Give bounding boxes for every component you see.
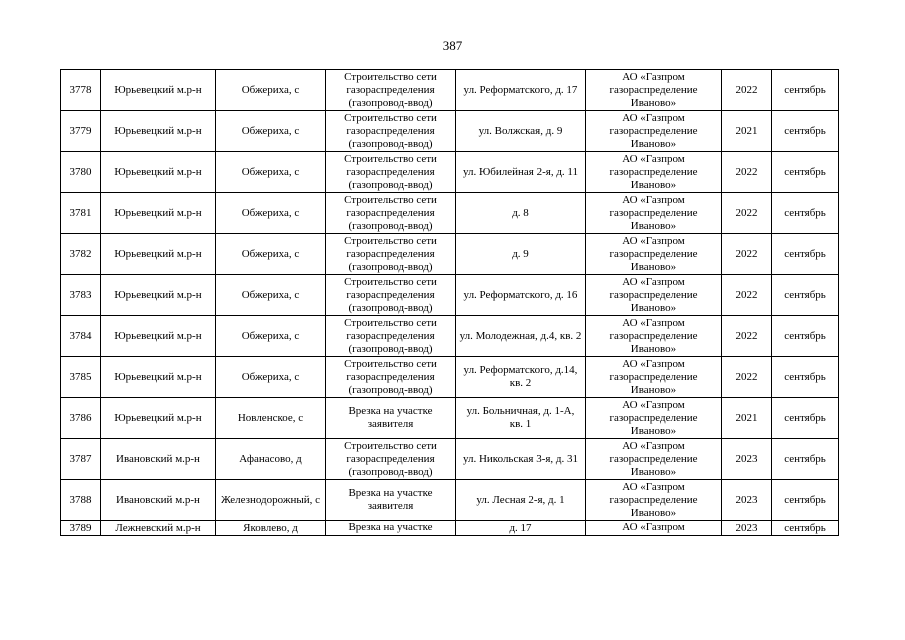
company: АО «Газпром газораспределение Иваново» [586,275,722,316]
year: 2022 [722,193,772,234]
settlement: Обжериха, с [216,111,326,152]
district: Ивановский м.р-н [101,439,216,480]
company: АО «Газпром газораспределение Иваново» [586,70,722,111]
month: сентябрь [772,357,839,398]
district: Юрьевецкий м.р-н [101,357,216,398]
company: АО «Газпром газораспределение Иваново» [586,357,722,398]
year: 2022 [722,357,772,398]
settlement: Новленское, с [216,398,326,439]
row-number: 3788 [61,480,101,521]
company: АО «Газпром газораспределение Иваново» [586,111,722,152]
district: Юрьевецкий м.р-н [101,111,216,152]
address: ул. Лесная 2-я, д. 1 [456,480,586,521]
table-row [61,275,839,316]
company: АО «Газпром газораспределение Иваново» [586,152,722,193]
address: ул. Волжская, д. 9 [456,111,586,152]
month: сентябрь [772,398,839,439]
year: 2023 [722,439,772,480]
work-type: Строительство сети газораспределения (газопровод-ввод) [326,357,456,398]
work-type: Врезка на участке [326,521,456,536]
year: 2023 [722,480,772,521]
settlement: Афанасово, д [216,439,326,480]
table-row [61,521,839,536]
month: сентябрь [772,316,839,357]
company: АО «Газпром газораспределение Иваново» [586,316,722,357]
work-type: Строительство сети газораспределения (газопровод-ввод) [326,439,456,480]
month: сентябрь [772,521,839,536]
settlement: Обжериха, с [216,152,326,193]
year: 2021 [722,398,772,439]
address: д. 9 [456,234,586,275]
address: д. 8 [456,193,586,234]
work-type: Врезка на участке заявителя [326,398,456,439]
year: 2022 [722,152,772,193]
district: Юрьевецкий м.р-н [101,152,216,193]
table-row [61,111,839,152]
address: д. 17 [456,521,586,536]
settlement: Железнодорожный, с [216,480,326,521]
month: сентябрь [772,193,839,234]
page-number: 387 [442,38,463,53]
month: сентябрь [772,111,839,152]
district: Юрьевецкий м.р-н [101,316,216,357]
district: Юрьевецкий м.р-н [101,275,216,316]
row-number: 3789 [61,521,101,536]
table-row [61,357,839,398]
settlement: Яковлево, д [216,521,326,536]
row-number: 3780 [61,152,101,193]
month: сентябрь [772,234,839,275]
address: ул. Юбилейная 2-я, д. 11 [456,152,586,193]
table-row [61,234,839,275]
row-number: 3781 [61,193,101,234]
table-row [61,70,839,111]
row-number: 3783 [61,275,101,316]
work-type: Строительство сети газораспределения (газопровод-ввод) [326,234,456,275]
table-row [61,439,839,480]
district: Лежневский м.р-н [101,521,216,536]
table-row [61,193,839,234]
row-number: 3784 [61,316,101,357]
settlement: Обжериха, с [216,234,326,275]
row-number: 3779 [61,111,101,152]
row-number: 3786 [61,398,101,439]
work-type: Врезка на участке заявителя [326,480,456,521]
work-type: Строительство сети газораспределения (газопровод-ввод) [326,70,456,111]
year: 2022 [722,316,772,357]
district: Юрьевецкий м.р-н [101,234,216,275]
year: 2022 [722,234,772,275]
company: АО «Газпром газораспределение Иваново» [586,480,722,521]
settlement: Обжериха, с [216,193,326,234]
address: ул. Реформатского, д.14, кв. 2 [456,357,586,398]
settlement: Обжериха, с [216,357,326,398]
year: 2021 [722,111,772,152]
district: Юрьевецкий м.р-н [101,193,216,234]
settlement: Обжериха, с [216,316,326,357]
row-number: 3778 [61,70,101,111]
row-number: 3787 [61,439,101,480]
address: ул. Реформатского, д. 17 [456,70,586,111]
work-type: Строительство сети газораспределения (газопровод-ввод) [326,111,456,152]
district: Юрьевецкий м.р-н [101,398,216,439]
work-type: Строительство сети газораспределения (газопровод-ввод) [326,275,456,316]
company: АО «Газпром [586,521,722,536]
month: сентябрь [772,70,839,111]
work-type: Строительство сети газораспределения (газопровод-ввод) [326,152,456,193]
work-type: Строительство сети газораспределения (газопровод-ввод) [326,193,456,234]
company: АО «Газпром газораспределение Иваново» [586,193,722,234]
settlement: Обжериха, с [216,275,326,316]
table-row [61,152,839,193]
district: Юрьевецкий м.р-н [101,70,216,111]
month: сентябрь [772,275,839,316]
table-row [61,316,839,357]
month: сентябрь [772,439,839,480]
table-row [61,398,839,439]
company: АО «Газпром газораспределение Иваново» [586,398,722,439]
address: ул. Молодежная, д.4, кв. 2 [456,316,586,357]
gasification-table [60,69,839,536]
address: ул. Никольская 3-я, д. 31 [456,439,586,480]
address: ул. Больничная, д. 1-А, кв. 1 [456,398,586,439]
company: АО «Газпром газораспределение Иваново» [586,234,722,275]
year: 2023 [722,521,772,536]
work-type: Строительство сети газораспределения (газопровод-ввод) [326,316,456,357]
year: 2022 [722,70,772,111]
month: сентябрь [772,152,839,193]
row-number: 3782 [61,234,101,275]
address: ул. Реформатского, д. 16 [456,275,586,316]
year: 2022 [722,275,772,316]
table-row [61,480,839,521]
settlement: Обжериха, с [216,70,326,111]
district: Ивановский м.р-н [101,480,216,521]
company: АО «Газпром газораспределение Иваново» [586,439,722,480]
month: сентябрь [772,480,839,521]
row-number: 3785 [61,357,101,398]
